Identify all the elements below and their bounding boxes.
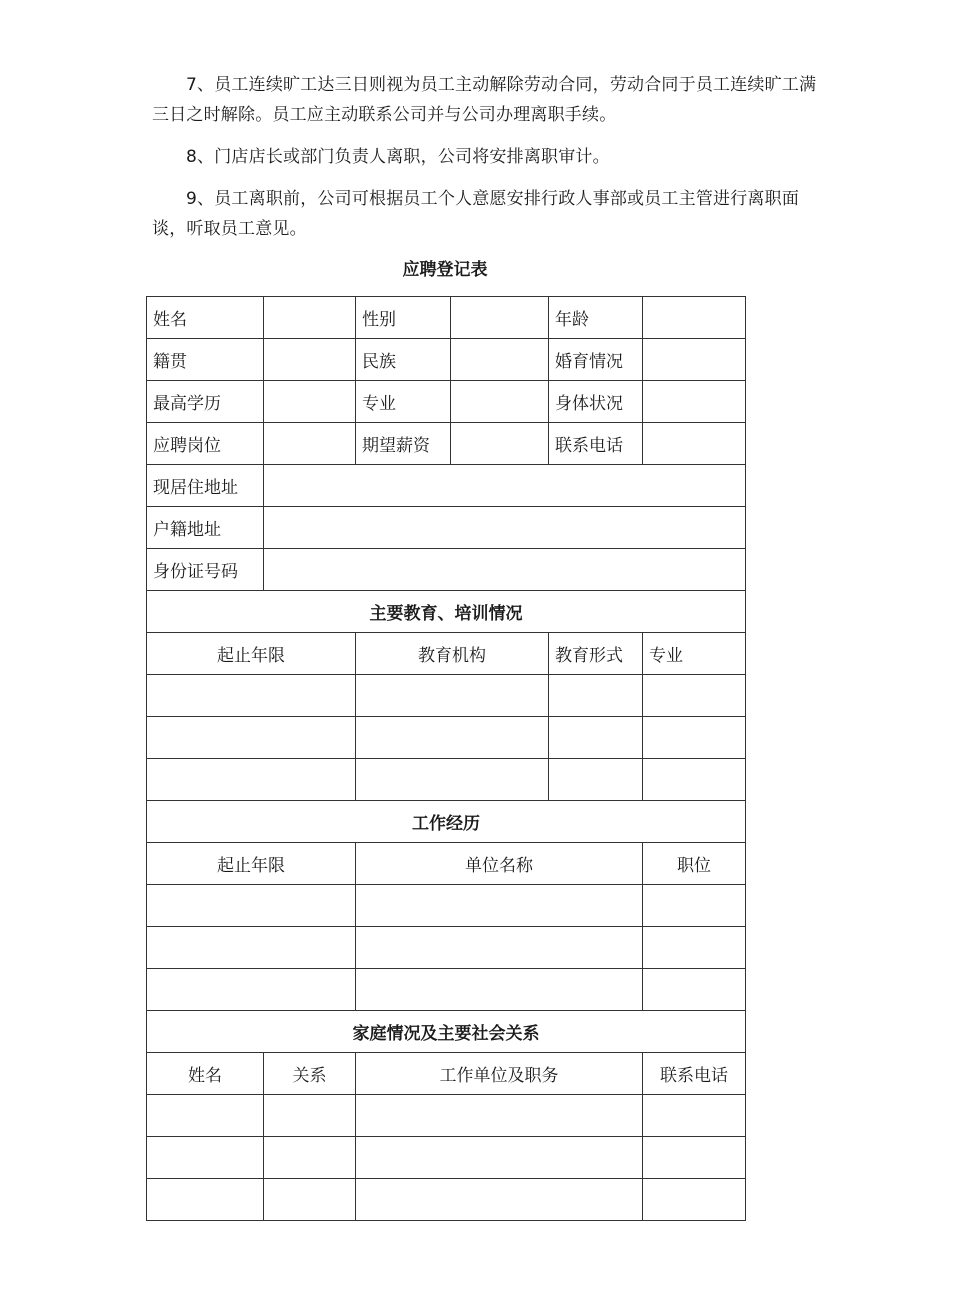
- family-phone-cell[interactable]: [643, 1095, 746, 1137]
- age-field[interactable]: [643, 297, 746, 339]
- form-row-basic-4: [147, 423, 746, 465]
- id-number-label: 身份证号码: [147, 549, 264, 591]
- work-section-row: [147, 801, 746, 843]
- education-major-cell[interactable]: [643, 717, 746, 759]
- table-row: [147, 675, 746, 717]
- id-number-field[interactable]: [264, 549, 746, 591]
- work-header-row: [147, 843, 746, 885]
- household-address-label: 户籍地址: [147, 507, 264, 549]
- expected-salary-field[interactable]: [451, 423, 549, 465]
- education-institution-header: 教育机构: [356, 633, 549, 675]
- education-period-header: 起止年限: [147, 633, 356, 675]
- household-address-field[interactable]: [264, 507, 746, 549]
- application-form-table: [146, 296, 746, 1221]
- education-major-cell[interactable]: [643, 675, 746, 717]
- education-institution-cell[interactable]: [356, 675, 549, 717]
- education-period-cell[interactable]: [147, 675, 356, 717]
- table-row: [147, 1095, 746, 1137]
- family-phone-header: 联系电话: [643, 1053, 746, 1095]
- family-section-title: 家庭情况及主要社会关系: [147, 1011, 746, 1053]
- work-section-title: 工作经历: [147, 801, 746, 843]
- family-relation-cell[interactable]: [264, 1179, 356, 1221]
- major-field[interactable]: [451, 381, 549, 423]
- education-major-cell[interactable]: [643, 759, 746, 801]
- family-phone-cell[interactable]: [643, 1137, 746, 1179]
- name-field[interactable]: [264, 297, 356, 339]
- phone-field[interactable]: [643, 423, 746, 465]
- gender-label: 性别: [356, 297, 451, 339]
- name-label: 姓名: [147, 297, 264, 339]
- education-form-cell[interactable]: [549, 675, 643, 717]
- table-row: [147, 885, 746, 927]
- form-row-id-number: [147, 549, 746, 591]
- education-institution-cell[interactable]: [356, 759, 549, 801]
- marital-status-label: 婚育情况: [549, 339, 643, 381]
- family-relation-cell[interactable]: [264, 1095, 356, 1137]
- paragraph-item-8: 8、门店店长或部门负责人离职，公司将安排离职审计。: [186, 147, 610, 167]
- education-level-label: 最高学历: [147, 381, 264, 423]
- work-period-header: 起止年限: [147, 843, 356, 885]
- work-company-cell[interactable]: [356, 927, 643, 969]
- table-row: [147, 759, 746, 801]
- education-header-row: [147, 633, 746, 675]
- work-company-cell[interactable]: [356, 969, 643, 1011]
- family-name-cell[interactable]: [147, 1095, 264, 1137]
- table-row: [147, 969, 746, 1011]
- form-title: 应聘登记表: [402, 260, 488, 280]
- work-period-cell[interactable]: [147, 927, 356, 969]
- family-phone-cell[interactable]: [643, 1179, 746, 1221]
- education-level-field[interactable]: [264, 381, 356, 423]
- family-employer-cell[interactable]: [356, 1137, 643, 1179]
- education-section-title: 主要教育、培训情况: [147, 591, 746, 633]
- current-address-label: 现居住地址: [147, 465, 264, 507]
- ethnicity-field[interactable]: [451, 339, 549, 381]
- marital-status-field[interactable]: [643, 339, 746, 381]
- form-row-basic-3: [147, 381, 746, 423]
- native-place-label: 籍贯: [147, 339, 264, 381]
- work-position-cell[interactable]: [643, 969, 746, 1011]
- work-company-cell[interactable]: [356, 885, 643, 927]
- paragraph-item-7: 7、员工连续旷工达三日则视为员工主动解除劳动合同，劳动合同于员工连续旷工满三日之时解除。员工应主动联系公司并与公司办理离职手续。: [152, 75, 817, 125]
- work-period-cell[interactable]: [147, 969, 356, 1011]
- family-employer-header: 工作单位及职务: [356, 1053, 643, 1095]
- education-period-cell[interactable]: [147, 717, 356, 759]
- gender-field[interactable]: [451, 297, 549, 339]
- education-form-cell[interactable]: [549, 717, 643, 759]
- family-name-cell[interactable]: [147, 1179, 264, 1221]
- family-employer-cell[interactable]: [356, 1179, 643, 1221]
- family-employer-cell[interactable]: [356, 1095, 643, 1137]
- native-place-field[interactable]: [264, 339, 356, 381]
- education-form-header: 教育形式: [549, 633, 643, 675]
- family-relation-cell[interactable]: [264, 1137, 356, 1179]
- form-row-current-address: [147, 465, 746, 507]
- position-label: 应聘岗位: [147, 423, 264, 465]
- education-form-cell[interactable]: [549, 759, 643, 801]
- table-row: [147, 1179, 746, 1221]
- ethnicity-label: 民族: [356, 339, 451, 381]
- education-section-row: [147, 591, 746, 633]
- table-row: [147, 1137, 746, 1179]
- family-name-cell[interactable]: [147, 1137, 264, 1179]
- work-period-cell[interactable]: [147, 885, 356, 927]
- work-position-cell[interactable]: [643, 885, 746, 927]
- health-label: 身体状况: [549, 381, 643, 423]
- family-name-header: 姓名: [147, 1053, 264, 1095]
- phone-label: 联系电话: [549, 423, 643, 465]
- position-field[interactable]: [264, 423, 356, 465]
- education-institution-cell[interactable]: [356, 717, 549, 759]
- family-section-row: [147, 1011, 746, 1053]
- education-period-cell[interactable]: [147, 759, 356, 801]
- education-major-header: 专业: [643, 633, 746, 675]
- table-row: [147, 927, 746, 969]
- form-row-household-address: [147, 507, 746, 549]
- table-row: [147, 717, 746, 759]
- work-position-header: 职位: [643, 843, 746, 885]
- work-company-header: 单位名称: [356, 843, 643, 885]
- expected-salary-label: 期望薪资: [356, 423, 451, 465]
- health-field[interactable]: [643, 381, 746, 423]
- family-relation-header: 关系: [264, 1053, 356, 1095]
- paragraph-item-9: 9、员工离职前，公司可根据员工个人意愿安排行政人事部或员工主管进行离职面谈，听取员工意见。: [152, 189, 800, 239]
- age-label: 年龄: [549, 297, 643, 339]
- form-row-basic-1: [147, 297, 746, 339]
- form-row-basic-2: [147, 339, 746, 381]
- major-label: 专业: [356, 381, 451, 423]
- family-header-row: [147, 1053, 746, 1095]
- current-address-field[interactable]: [264, 465, 746, 507]
- work-position-cell[interactable]: [643, 927, 746, 969]
